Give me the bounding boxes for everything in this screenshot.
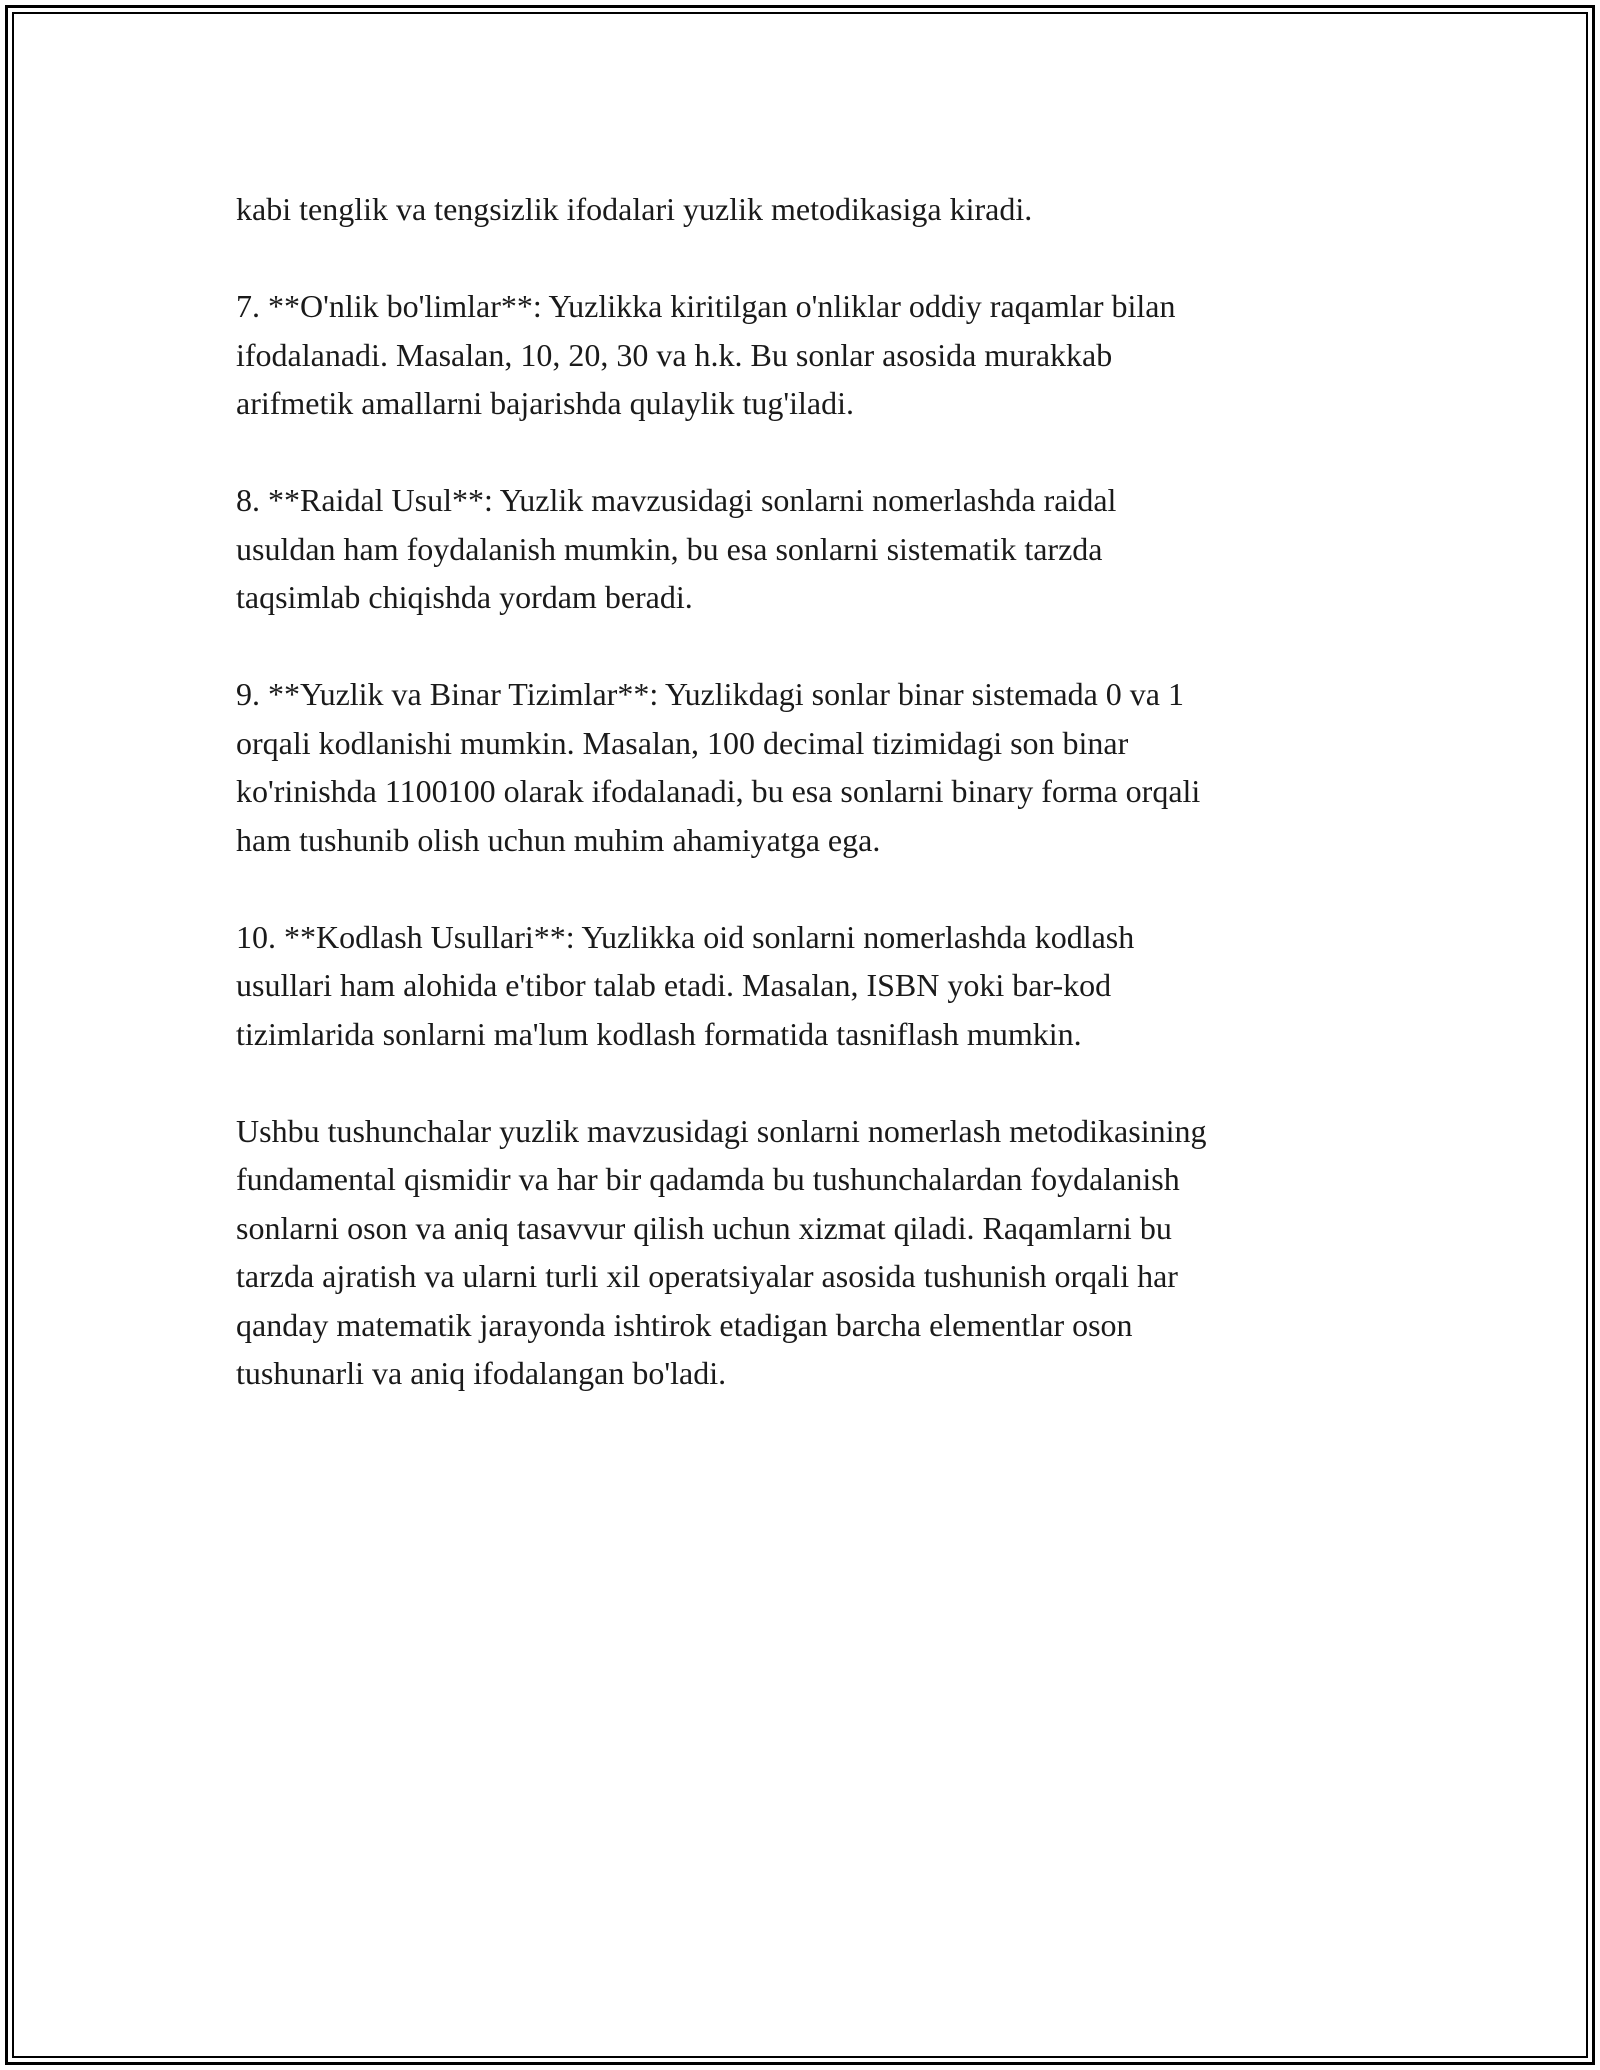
- paragraph-item-9: 9. **Yuzlik va Binar Tizimlar**: Yuzlikdagi sonlar binar sistemada 0 va 1 orqali kodlanishi mumkin. Masalan, 100 decimal tizimidagi son binar ko'rinishda 1100100 olarak ifodalanadi, bu esa sonlarni binary forma orqali ham tushunib olish uchun muhim ahamiyatga ega.: [236, 676, 1201, 858]
- paragraph-item-7: 7. **O'nlik bo'limlar**: Yuzlikka kiritilgan o'nliklar oddiy raqamlar bilan ifodalanadi. Masalan, 10, 20, 30 va h.k. Bu sonlar asosida murakkab arifmetik amallarni bajarishda qulaylik tug'iladi.: [236, 288, 1176, 421]
- paragraph-item-10: 10. **Kodlash Usullari**: Yuzlikka oid sonlarni nomerlashda kodlash usullari ham alohida e'tibor talab etadi. Masalan, ISBN yoki bar-kod tizimlarida sonlarni ma'lum kodlash formatida tasniflash mumkin.: [236, 918, 1135, 1052]
- document-body: [236, 185, 1376, 1446]
- paragraph-conclusion: Ushbu tushunchalar yuzlik mavzusidagi sonlarni nomerlash metodikasining fundamental qismidir va har bir qadamda bu tushunchalardan foydalanish sonlarni oson va aniq tasavvur qilish uchun xizmat qiladi. Raqamlarni bu tarzda ajratish va ularni turli xil operatsiyalar asosida tushunish orqali har qanday matematik jarayonda ishtirok etadigan barcha elementlar oson tushunarli va aniq ifodalangan bo'ladi.: [236, 1112, 1207, 1391]
- paragraph-continuation: kabi tenglik va tengsizlik ifodalari yuzlik metodikasiga kiradi.: [236, 191, 1033, 227]
- paragraph-item-8: 8. **Raidal Usul**: Yuzlik mavzusidagi sonlarni nomerlashda raidal usuldan ham foydalanish mumkin, bu esa sonlarni sistematik tarzda taqsimlab chiqishda yordam beradi.: [236, 482, 1117, 615]
